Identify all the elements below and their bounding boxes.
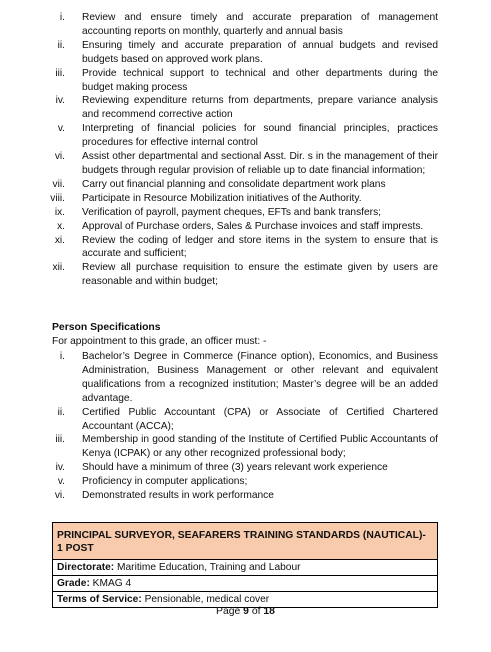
- duty-item-text: Approval of Purchase orders, Sales & Purchase invoices and staff imprests.: [82, 220, 424, 232]
- duty-item-text: Participate in Resource Mobilization initiatives of the Authority.: [82, 192, 362, 204]
- requirement-item: [52, 461, 438, 475]
- job-title-cell: PRINCIPAL SURVEYOR, SEAFARERS TRAINING STANDARDS (NAUTICAL)- 1 POST: [53, 523, 437, 560]
- requirement-item-text: Should have a minimum of three (3) years relevant work experience: [82, 462, 388, 474]
- duty-item: [48, 220, 438, 234]
- requirement-item: [52, 475, 438, 489]
- duty-item: [48, 206, 438, 220]
- duty-item-number: vi.: [54, 151, 65, 163]
- requirement-item: [52, 433, 438, 461]
- duty-item-text: Assist other departmental and sectional Asst. Dir. s in the management of their budgets through regular provision of reliable up to date financial information;: [82, 151, 438, 176]
- requirement-item-text: Bachelor’s Degree in Commerce (Finance option), Economics, and Business Administration, Business Management or other relevant and equivalent qualifications from a recognized institution; Master’s degree will be an added advantage.: [82, 351, 438, 404]
- duty-item: [48, 261, 438, 289]
- page-total: 18: [263, 606, 275, 617]
- requirement-item-number: iv.: [55, 462, 65, 474]
- requirement-item-text: Demonstrated results in work performance: [82, 490, 274, 502]
- requirements-list: [52, 350, 438, 503]
- duty-item: [48, 67, 438, 95]
- page-prefix: Page: [216, 606, 244, 617]
- requirement-item-number: v.: [57, 476, 65, 488]
- page-current: 9: [243, 606, 249, 617]
- requirement-item-text: Membership in good standing of the Institute of Certified Public Accountants of Kenya (ICPAK) or any other recognized professional body;: [82, 434, 438, 460]
- duty-item-text: Reviewing expenditure returns from departments, prepare variance analysis and recommend corrective action: [82, 95, 438, 121]
- job-posting-table: [52, 522, 438, 608]
- duty-item-number: x.: [57, 220, 65, 232]
- duty-item-text: Verification of payroll, payment cheques, EFTs and bank transfers;: [82, 206, 381, 218]
- requirement-item: [52, 350, 438, 406]
- page-footer: [0, 606, 491, 617]
- duty-item-text: Review all purchase requisition to ensure the estimate given by users are reasonable and within budget;: [82, 262, 438, 288]
- grade-label: Grade:: [57, 578, 90, 589]
- grade-row: [53, 576, 437, 592]
- terms-value: Pensionable, medical cover: [141, 594, 270, 605]
- grade-value: KMAG 4: [89, 578, 132, 589]
- directorate-value: Maritime Education, Training and Labour: [114, 562, 301, 573]
- directorate-label: Directorate:: [57, 562, 115, 573]
- directorate-row: [53, 560, 437, 576]
- duties-list: [48, 11, 438, 289]
- page-middle: of: [248, 606, 264, 617]
- requirement-item-number: vi.: [54, 490, 65, 502]
- duty-item: [48, 234, 438, 262]
- duty-item-number: iii.: [55, 67, 65, 79]
- duty-item-number: vii.: [52, 178, 65, 190]
- requirement-item-number: ii.: [57, 406, 65, 418]
- section-intro: For appointment to this grade, an officer must: -: [52, 336, 267, 347]
- terms-label: Terms of Service:: [57, 594, 142, 605]
- duty-item-text: Carry out financial planning and consolidate department work plans: [82, 178, 386, 190]
- duty-item-number: xi.: [54, 234, 65, 246]
- duty-item-text: Ensuring timely and accurate preparation of annual budgets and revised budgets based on approved work plans.: [82, 39, 438, 65]
- requirement-item-text: Certified Public Accountant (CPA) or Associate of Certified Chartered Accountant (ACCA);: [82, 406, 438, 432]
- section-title-person-specifications: Person Specifications: [52, 322, 161, 333]
- duty-item: [48, 192, 438, 206]
- duty-item-number: xii.: [52, 262, 65, 274]
- duty-item-number: v.: [57, 123, 65, 135]
- duty-item: [48, 178, 438, 192]
- duty-item-text: Review the coding of ledger and store items in the system to ensure that is accurate and sufficient;: [82, 234, 438, 260]
- duty-item-number: viii.: [50, 192, 65, 204]
- requirement-item: [52, 406, 438, 434]
- duty-item-text: Review and ensure timely and accurate preparation of management accounting reports on monthly, quarterly and annual basis: [82, 12, 438, 37]
- duty-item-number: iv.: [55, 95, 65, 107]
- requirement-item-number: i.: [59, 351, 65, 362]
- duty-item-number: ii.: [57, 39, 65, 51]
- duty-item: [48, 122, 438, 150]
- terms-row: [53, 592, 437, 607]
- requirement-item-text: Proficiency in computer applications;: [82, 476, 248, 488]
- duty-item-text: Interpreting of financial policies for sound financial principles, practices procedures for effective internal control: [82, 123, 438, 149]
- duty-item: [48, 39, 438, 67]
- requirement-item-number: iii.: [55, 434, 65, 446]
- duty-item: [48, 11, 438, 39]
- requirement-item: [52, 489, 438, 503]
- duty-item: [48, 94, 438, 122]
- duty-item: [48, 150, 438, 178]
- duty-item-text: Provide technical support to technical and other departments during the budget making process: [82, 67, 438, 93]
- duty-item-number: i.: [59, 12, 65, 23]
- duty-item-number: ix.: [54, 206, 65, 218]
